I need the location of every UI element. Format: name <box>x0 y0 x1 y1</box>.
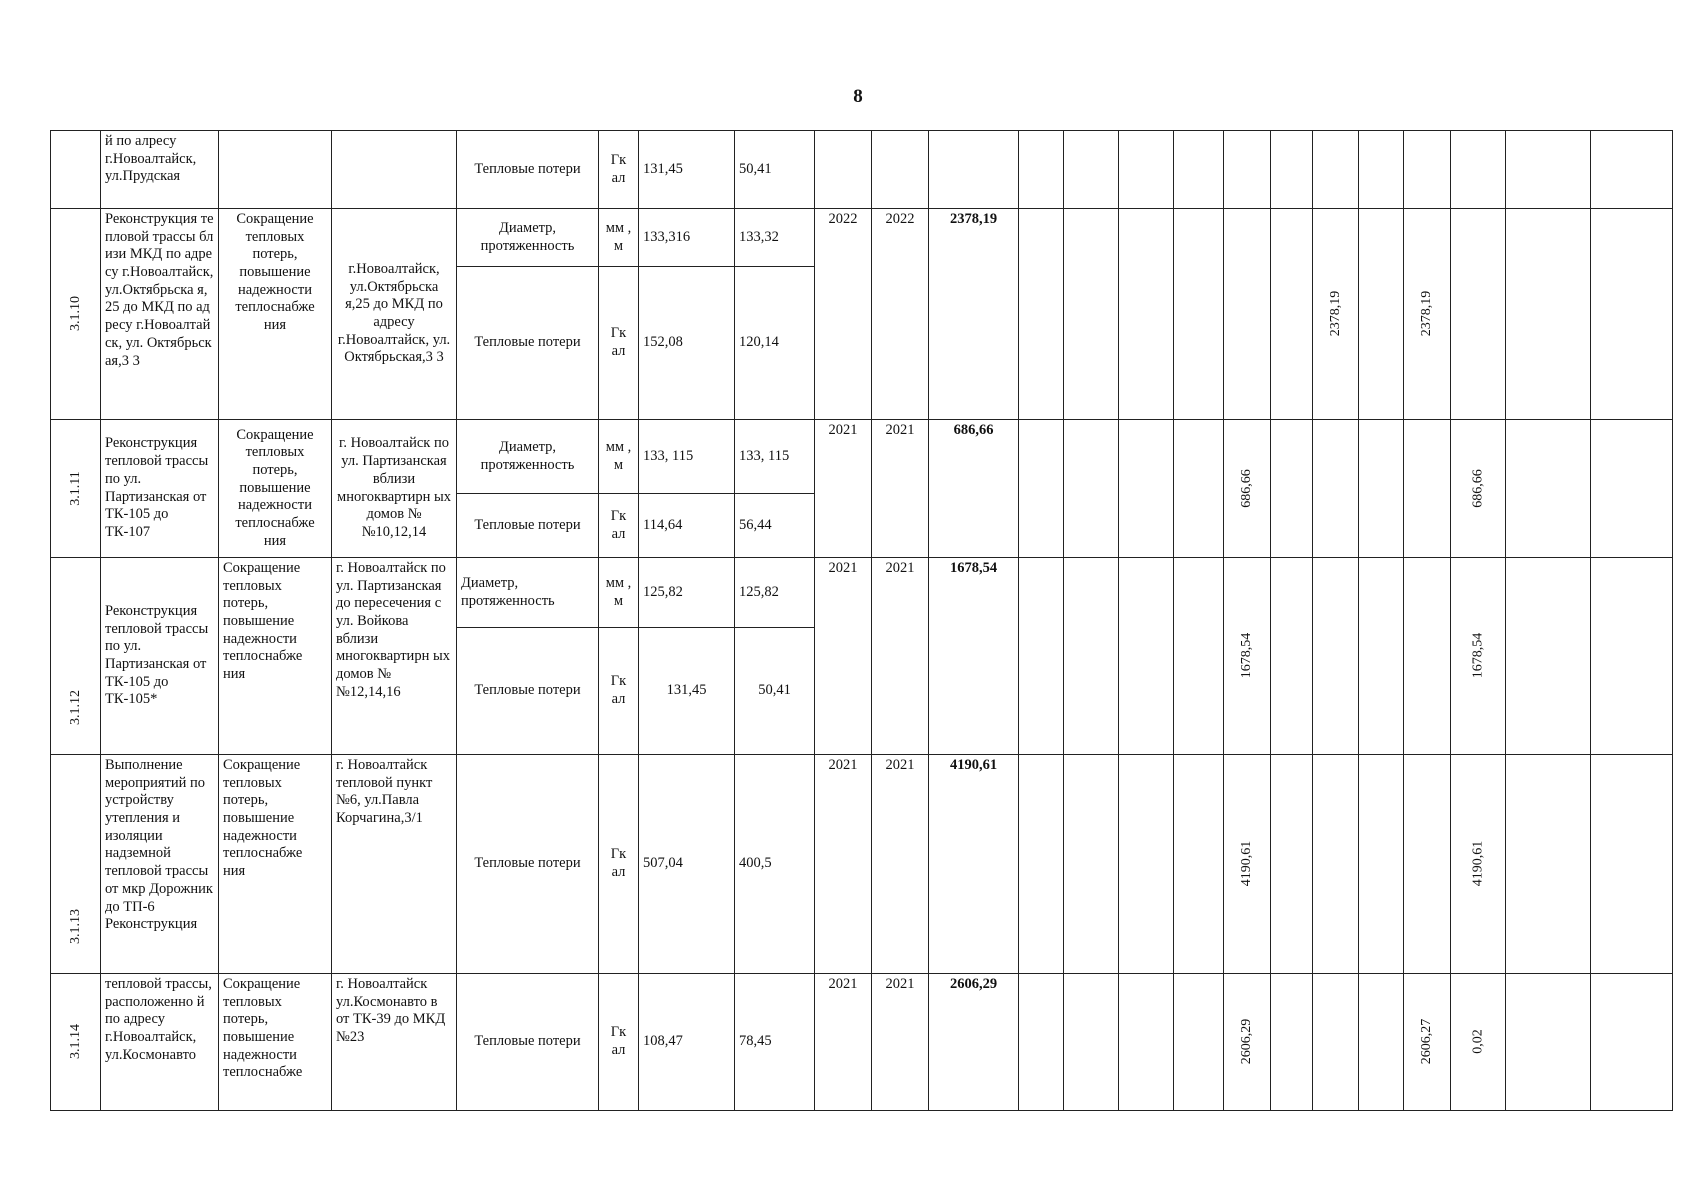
indicator-after: 125,82 <box>735 558 815 628</box>
indicator-before: 133, 115 <box>639 420 735 494</box>
year-end: 2022 <box>872 209 929 420</box>
indicator-after: 120,14 <box>735 267 815 420</box>
indicator-unit: Гк ал <box>599 267 639 420</box>
row-description: й по алресу г.Новоалтайск, ул.Прудская <box>101 131 219 209</box>
row-location: г. Новоалтайск ул.Космонавто в от ТК-39 до МКД №23 <box>332 974 457 1111</box>
year-end: 2021 <box>872 974 929 1111</box>
row-description: Выполнение мероприятий по устройству утепления и изоляции надземной тепловой трассы от мкр Дорожник до ТП-6 Реконструкция <box>101 755 219 974</box>
fund-d: 686,66 <box>1450 420 1505 558</box>
fund-c: 2606,27 <box>1404 974 1451 1111</box>
table-row <box>51 558 1673 628</box>
row-location: г.Новоалтайск, ул.Октябрьска я,25 до МКД по адресу г.Новоалтайск, ул. Октябрьская,3 3 <box>332 209 457 420</box>
row-description: Реконструкция тепловой трассы по ул. Партизанская от ТК-105 до ТК-107 <box>101 420 219 558</box>
indicator-name: Тепловые потери <box>457 974 599 1111</box>
indicator-before: 131,45 <box>639 131 735 209</box>
table-row <box>51 420 1673 494</box>
total-cost: 1678,54 <box>929 558 1019 755</box>
fund-c <box>1404 420 1451 558</box>
total-cost: 686,66 <box>929 420 1019 558</box>
year-start: 2021 <box>815 558 872 755</box>
fund-a <box>1270 209 1312 420</box>
indicator-unit: Гк ал <box>599 494 639 558</box>
indicator-before: 114,64 <box>639 494 735 558</box>
row-number: 3.1.11 <box>51 420 101 558</box>
indicator-unit: мм , м <box>599 420 639 494</box>
indicator-before: 133,316 <box>639 209 735 267</box>
year-end: 2021 <box>872 558 929 755</box>
indicator-unit: Гк ал <box>599 974 639 1111</box>
row-number: 3.1.13 <box>51 755 101 974</box>
investment-program-table <box>50 130 1673 1111</box>
indicator-after: 78,45 <box>735 974 815 1111</box>
indicator-unit: мм , м <box>599 558 639 628</box>
total-cost <box>929 131 1019 209</box>
indicator-after: 50,41 <box>735 628 815 755</box>
fund-b <box>1270 558 1312 755</box>
row-location <box>332 131 457 209</box>
indicator-after: 56,44 <box>735 494 815 558</box>
fund-a: 686,66 <box>1224 420 1271 558</box>
indicator-name: Тепловые потери <box>457 628 599 755</box>
fund-b <box>1270 974 1312 1111</box>
year-end: 2021 <box>872 755 929 974</box>
indicator-unit: мм , м <box>599 209 639 267</box>
indicator-unit: Гк ал <box>599 628 639 755</box>
indicator-name: Диаметр, протяженность <box>457 209 599 267</box>
indicator-before: 507,04 <box>639 755 735 974</box>
row-description: тепловой трассы, расположенно й по адресу г.Новоалтайск, ул.Космонавто <box>101 974 219 1111</box>
total-cost: 2606,29 <box>929 974 1019 1111</box>
fund-d <box>1450 209 1505 420</box>
row-goal: Сокращение тепловых потерь, повышение надежности теплоснабже ния <box>219 558 332 755</box>
indicator-before: 152,08 <box>639 267 735 420</box>
row-goal <box>219 131 332 209</box>
fund-a: 2606,29 <box>1224 974 1271 1111</box>
row-location: г. Новоалтайск по ул. Партизанская до пересечения с ул. Войкова вблизи многоквартирн ых домов №№12,14,16 <box>332 558 457 755</box>
row-description: Реконструкция тепловой трассы по ул. Партизанская от ТК-105 до ТК-105* <box>101 558 219 755</box>
row-goal: Сокращение тепловых потерь, повышение надежности теплоснабже <box>219 974 332 1111</box>
row-number: 3.1.14 <box>51 974 101 1111</box>
indicator-before: 125,82 <box>639 558 735 628</box>
table-row <box>51 209 1673 267</box>
fund-d: 1678,54 <box>1450 558 1505 755</box>
indicator-after: 400,5 <box>735 755 815 974</box>
year-end: 2021 <box>872 420 929 558</box>
row-number: 3.1.12 <box>51 558 101 755</box>
fund-a: 1678,54 <box>1224 558 1271 755</box>
indicator-after: 133,32 <box>735 209 815 267</box>
row-goal: Сокращение тепловых потерь, повышение надежности теплоснабже ния <box>219 755 332 974</box>
year-start: 2021 <box>815 755 872 974</box>
fund-c <box>1404 558 1451 755</box>
indicator-unit: Гк ал <box>599 131 639 209</box>
indicator-before: 131,45 <box>639 628 735 755</box>
fund-b <box>1270 755 1312 974</box>
fund-c: 2378,19 <box>1404 209 1451 420</box>
row-description: Реконструкция тепловой трассы близи МКД по адресу г.Новоалтайск, ул.Октябрьска я,25 до МКД по адресу г.Новоалтайск, ул. Октябрьская,3 3 <box>101 209 219 420</box>
row-goal: Сокращение тепловых потерь, повышение надежности теплоснабже ния <box>219 209 332 420</box>
row-location: г. Новоалтайск по ул. Партизанская вблизи многоквартирн ых домов №№10,12,14 <box>332 420 457 558</box>
row-goal: Сокращение тепловых потерь, повышение надежности теплоснабже ния <box>219 420 332 558</box>
indicator-name: Тепловые потери <box>457 131 599 209</box>
table-row <box>51 974 1673 1111</box>
row-number: 3.1.10 <box>51 209 101 420</box>
fund-c <box>1404 755 1451 974</box>
year-end <box>872 131 929 209</box>
fund-b <box>1270 420 1312 558</box>
page-number: 8 <box>853 86 863 107</box>
row-number <box>51 131 101 209</box>
indicator-after: 50,41 <box>735 131 815 209</box>
year-start: 2021 <box>815 974 872 1111</box>
indicator-name: Диаметр, протяженность <box>457 558 599 628</box>
year-start <box>815 131 872 209</box>
indicator-before: 108,47 <box>639 974 735 1111</box>
fund-d: 0,02 <box>1450 974 1505 1111</box>
fund-a: 4190,61 <box>1224 755 1271 974</box>
table-row <box>51 755 1673 974</box>
row-location: г. Новоалтайск тепловой пункт №6, ул.Павла Корчагина,3/1 <box>332 755 457 974</box>
indicator-unit: Гк ал <box>599 755 639 974</box>
total-cost: 2378,19 <box>929 209 1019 420</box>
year-start: 2021 <box>815 420 872 558</box>
indicator-name: Тепловые потери <box>457 494 599 558</box>
table-row <box>51 131 1673 209</box>
year-start: 2022 <box>815 209 872 420</box>
indicator-name: Тепловые потери <box>457 755 599 974</box>
indicator-name: Диаметр, протяженность <box>457 420 599 494</box>
total-cost: 4190,61 <box>929 755 1019 974</box>
fund-b: 2378,19 <box>1312 209 1359 420</box>
indicator-after: 133, 115 <box>735 420 815 494</box>
fund-d: 4190,61 <box>1450 755 1505 974</box>
indicator-name: Тепловые потери <box>457 267 599 420</box>
